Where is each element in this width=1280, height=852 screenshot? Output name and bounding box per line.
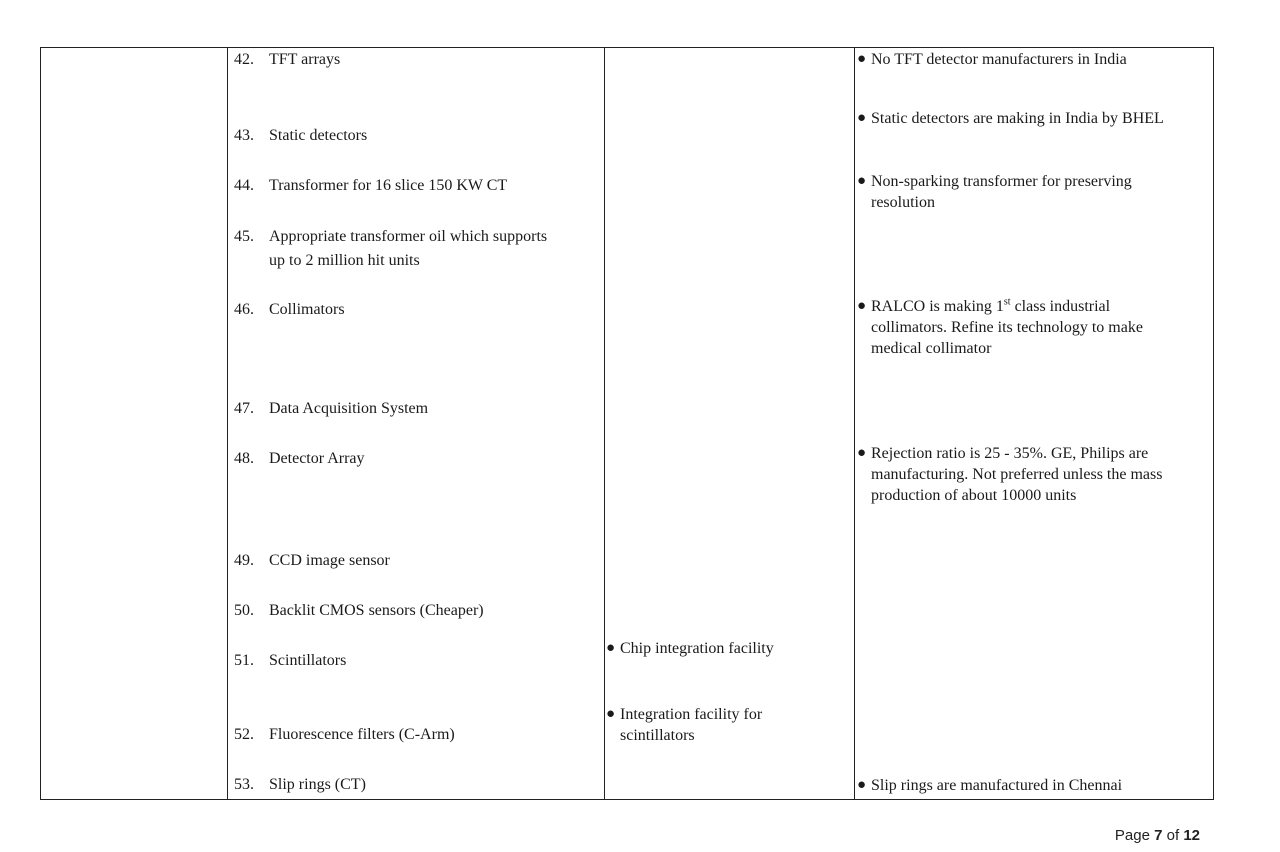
bullet-icon: ● xyxy=(606,706,616,722)
column-divider-2 xyxy=(604,48,605,799)
right-note xyxy=(857,108,1209,129)
item-text: Scintillators xyxy=(269,652,347,669)
middle-note xyxy=(606,638,846,659)
item-text: Backlit CMOS sensors (Cheaper) xyxy=(269,602,484,619)
bullet-icon: ● xyxy=(857,445,867,461)
item-text: Appropriate transformer oil which supports xyxy=(269,228,548,245)
note-text xyxy=(871,296,1209,317)
note-text: Chip integration facility xyxy=(620,640,774,657)
item-number: 52. xyxy=(234,726,254,743)
total-pages: 12 xyxy=(1183,827,1200,844)
note-text: No TFT detector manufacturers in India xyxy=(871,51,1127,68)
item-text-continued: up to 2 million hit units xyxy=(269,252,420,269)
item-text: Data Acquisition System xyxy=(269,400,429,417)
bullet-icon: ● xyxy=(857,298,867,314)
page-number xyxy=(1115,827,1200,844)
right-note xyxy=(857,171,1209,213)
item-number: 53. xyxy=(234,776,254,793)
right-note xyxy=(857,49,1209,70)
note-text-part: RALCO is making 1 xyxy=(871,298,1004,315)
note-text-part: class industrial xyxy=(1010,298,1111,315)
item-number: 50. xyxy=(234,602,254,619)
item-number: 51. xyxy=(234,652,254,669)
page-of-label: of xyxy=(1162,827,1184,844)
item-number: 42. xyxy=(234,51,254,68)
note-text: Rejection ratio is 25 - 35%. GE, Philips are xyxy=(871,445,1149,462)
item-text: TFT arrays xyxy=(269,51,341,68)
column-divider-3 xyxy=(854,48,855,799)
note-text-continued: resolution xyxy=(871,194,935,211)
note-text-continued: collimators. Refine its technology to make xyxy=(871,319,1143,336)
right-note xyxy=(857,775,1209,796)
item-number: 49. xyxy=(234,552,254,569)
right-note xyxy=(857,443,1209,506)
item-number: 43. xyxy=(234,127,254,144)
bullet-icon: ● xyxy=(857,777,867,793)
note-text-continued: production of about 10000 units xyxy=(871,487,1077,504)
note-text-continued: medical collimator xyxy=(871,340,992,357)
item-text: Static detectors xyxy=(269,127,368,144)
bullet-icon: ● xyxy=(857,173,867,189)
item-text: Transformer for 16 slice 150 KW CT xyxy=(269,177,508,194)
note-text: Static detectors are making in India by BHEL xyxy=(871,110,1164,127)
bullet-icon: ● xyxy=(857,110,867,126)
note-text: Non-sparking transformer for preserving xyxy=(871,173,1132,190)
item-text: CCD image sensor xyxy=(269,552,390,569)
note-text-continued: manufacturing. Not preferred unless the mass xyxy=(871,466,1163,483)
item-number: 44. xyxy=(234,177,254,194)
item-text: Collimators xyxy=(269,301,345,318)
item-number: 46. xyxy=(234,301,254,318)
item-text: Fluorescence filters (C-Arm) xyxy=(269,726,455,743)
item-number: 45. xyxy=(234,228,254,245)
item-number: 48. xyxy=(234,450,254,467)
item-number: 47. xyxy=(234,400,254,417)
requirements-table xyxy=(40,47,1214,800)
current-page: 7 xyxy=(1154,827,1163,844)
note-text-continued: scintillators xyxy=(620,727,695,744)
note-text: Integration facility for xyxy=(620,706,763,723)
page-label: Page xyxy=(1114,827,1155,844)
bullet-icon: ● xyxy=(606,640,616,656)
column-divider-1 xyxy=(227,48,228,799)
middle-note xyxy=(606,704,846,746)
right-note xyxy=(857,296,1209,359)
note-text: Slip rings are manufactured in Chennai xyxy=(871,777,1123,794)
item-text: Slip rings (CT) xyxy=(269,776,366,793)
bullet-icon: ● xyxy=(857,51,867,67)
item-text: Detector Array xyxy=(269,450,365,467)
superscript: st xyxy=(1003,296,1011,308)
